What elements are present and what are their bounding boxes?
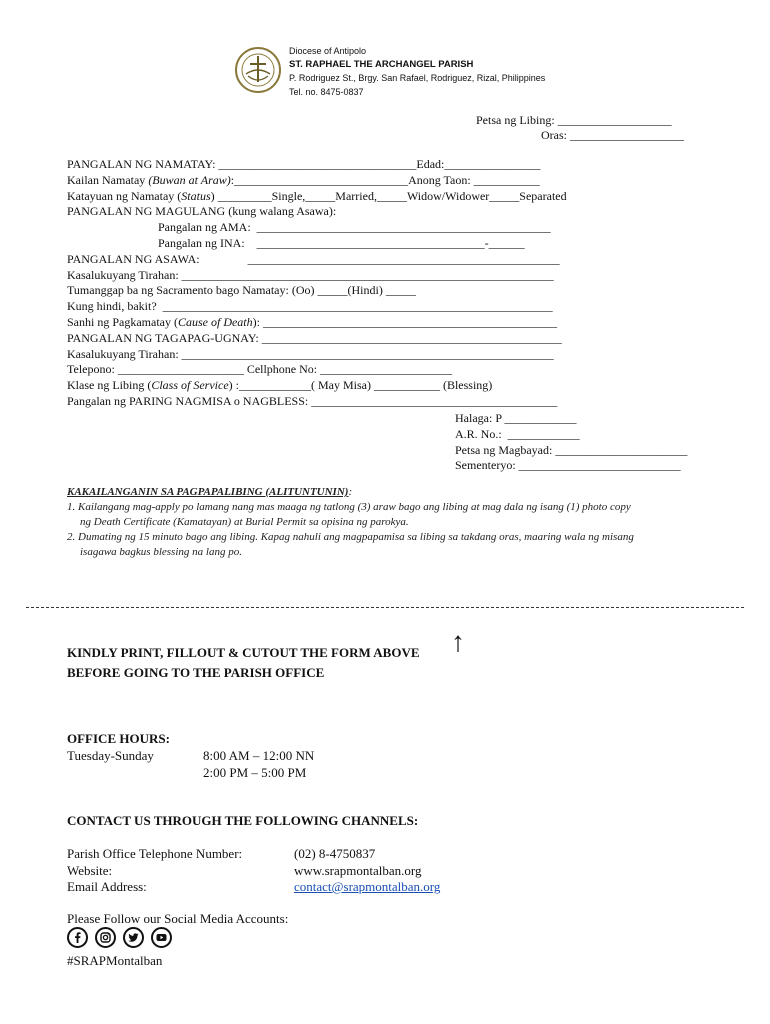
social-follow-text: Please Follow our Social Media Accounts:: [67, 911, 289, 926]
father-name-field[interactable]: Pangalan ng AMA: _________________________________________________: [158, 220, 551, 235]
cemetery-field[interactable]: Sementeryo: ___________________________: [455, 458, 681, 473]
label: Kailan Namatay: [67, 172, 149, 187]
label: Sanhi ng Pagkamatay (: [67, 314, 178, 329]
blank: ): _________________________________________________: [252, 314, 557, 329]
parents-heading: PANGALAN NG MAGULANG (kung walang Asawa):: [67, 204, 337, 219]
rule-1a: 1. Kailangang mag-apply po lamang nang mas maaga ng tatlong (3) araw bago ang libing at mag dala ng isang (1) photo copy: [67, 501, 631, 513]
rules-colon: :: [348, 486, 353, 498]
instruction-line-2: BEFORE GOING TO THE PARISH OFFICE: [67, 665, 325, 680]
contact-person-field[interactable]: PANGALAN NG TAGAPAG-UGNAY: __________________________________________________: [67, 330, 562, 345]
contact-address-field[interactable]: Kasalukuyang Tirahan: ______________________________________________________________: [67, 346, 554, 361]
rule-1b: ng Death Certificate (Kamatayan) at Burial Permit sa opisina ng parokya.: [80, 516, 409, 528]
twitter-icon[interactable]: [123, 927, 144, 948]
office-hours-title: OFFICE HOURS:: [67, 731, 170, 746]
parish-address: P. Rodriguez St., Brgy. San Rafael, Rodriguez, Rizal, Philippines: [289, 73, 546, 83]
label-italic: Class of Service: [151, 378, 229, 393]
rule-2a: 2. Dumating ng 15 minuto bago ang libing. Kapag nahuli ang magpapamisa sa libing sa takdang oras, maaring wala ng misang: [67, 531, 634, 543]
parish-tel: Tel. no. 8475-0837: [289, 87, 364, 97]
rules-section: [67, 485, 727, 560]
priest-name-field[interactable]: Pangalan ng PARING NAGMISA o NAGBLESS: _________________________________________: [67, 393, 558, 408]
phone-field[interactable]: Telepono: _____________________ Cellphone No: ______________________: [67, 362, 453, 377]
up-arrow-icon: ↑: [451, 627, 465, 658]
office-hours-am: 8:00 AM – 12:00 NN: [203, 748, 315, 763]
website-value[interactable]: www.srapmontalban.org: [294, 863, 422, 878]
burial-date-field[interactable]: Petsa ng Libing: ___________________: [476, 113, 672, 127]
label-italic: Cause of Death: [177, 314, 253, 329]
cause-of-death-field[interactable]: [67, 315, 567, 331]
phone-value: (02) 8-4750837: [294, 846, 376, 861]
amount-field[interactable]: Halaga: P ____________: [455, 411, 577, 425]
payment-block: [455, 411, 687, 474]
instagram-icon[interactable]: [95, 927, 116, 948]
reason-field[interactable]: Kung hindi, bakit? _________________________________________________________________: [67, 299, 553, 314]
hashtag: #SRAPMontalban: [67, 953, 163, 968]
facebook-icon[interactable]: [67, 927, 88, 948]
youtube-icon[interactable]: [151, 927, 172, 948]
instruction-line-1: KINDLY PRINT, FILLOUT & CUTOUT THE FORM ABOVE: [67, 645, 420, 660]
diocese-name: Diocese of Antipolo: [289, 46, 367, 56]
spouse-name-field[interactable]: PANGALAN NG ASAWA: ____________________________________________________: [67, 251, 560, 266]
ar-number-field[interactable]: A.R. No.: ____________: [455, 426, 580, 441]
deceased-name-field[interactable]: PANGALAN NG NAMATAY: _________________________________Edad:________________: [67, 157, 541, 171]
rules-title: [67, 485, 727, 500]
label: Katayuan ng Namatay (: [67, 188, 182, 203]
contact-title: CONTACT US THROUGH THE FOLLOWING CHANNELS:: [67, 813, 419, 828]
label-italic: Status: [181, 188, 211, 203]
label: Klase ng Libing (: [67, 378, 152, 393]
social-icons: [67, 927, 175, 951]
burial-time-field[interactable]: Oras: ___________________: [541, 128, 684, 142]
mother-name-field[interactable]: Pangalan ng INA: ______________________________________-______: [158, 235, 525, 250]
parish-seal-logo: [234, 46, 282, 94]
rules-heading: KAKAILANGANIN SA PAGPAPALIBING (ALITUNTUNIN): [67, 486, 349, 498]
parish-name: ST. RAPHAEL THE ARCHANGEL PARISH: [289, 59, 474, 70]
date-of-death-field[interactable]: [67, 173, 567, 189]
blank: ) :____________( May Misa) ___________ (Blessing): [228, 378, 493, 393]
blank: :_____________________________Anong Taon: ___________: [230, 172, 540, 187]
burial-form: [67, 157, 567, 410]
sacrament-field[interactable]: Tumanggap ba ng Sacramento bago Namatay: (Oo) _____(Hindi) _____: [67, 283, 416, 298]
office-hours-pm: 2:00 PM – 5:00 PM: [203, 765, 307, 780]
email-label: Email Address:: [67, 879, 147, 894]
website-label: Website:: [67, 863, 113, 878]
payment-date-field[interactable]: Petsa ng Magbayad: ______________________: [455, 442, 688, 457]
civil-status-field[interactable]: [67, 189, 567, 205]
cut-line: [26, 607, 744, 608]
phone-label: Parish Office Telephone Number:: [67, 846, 243, 861]
office-days: Tuesday-Sunday: [67, 748, 154, 763]
rule-2b: isagawa bagkus blessing na lang po.: [80, 546, 242, 558]
label-italic: (Buwan at Araw): [148, 172, 231, 187]
blank: ) _________Single,_____Married,_____Widow/Widower_____Separated: [210, 188, 567, 203]
email-link[interactable]: contact@srapmontalban.org: [294, 879, 441, 894]
current-address-field[interactable]: Kasalukuyang Tirahan: ______________________________________________________________: [67, 267, 554, 282]
class-of-service-field[interactable]: [67, 378, 567, 394]
